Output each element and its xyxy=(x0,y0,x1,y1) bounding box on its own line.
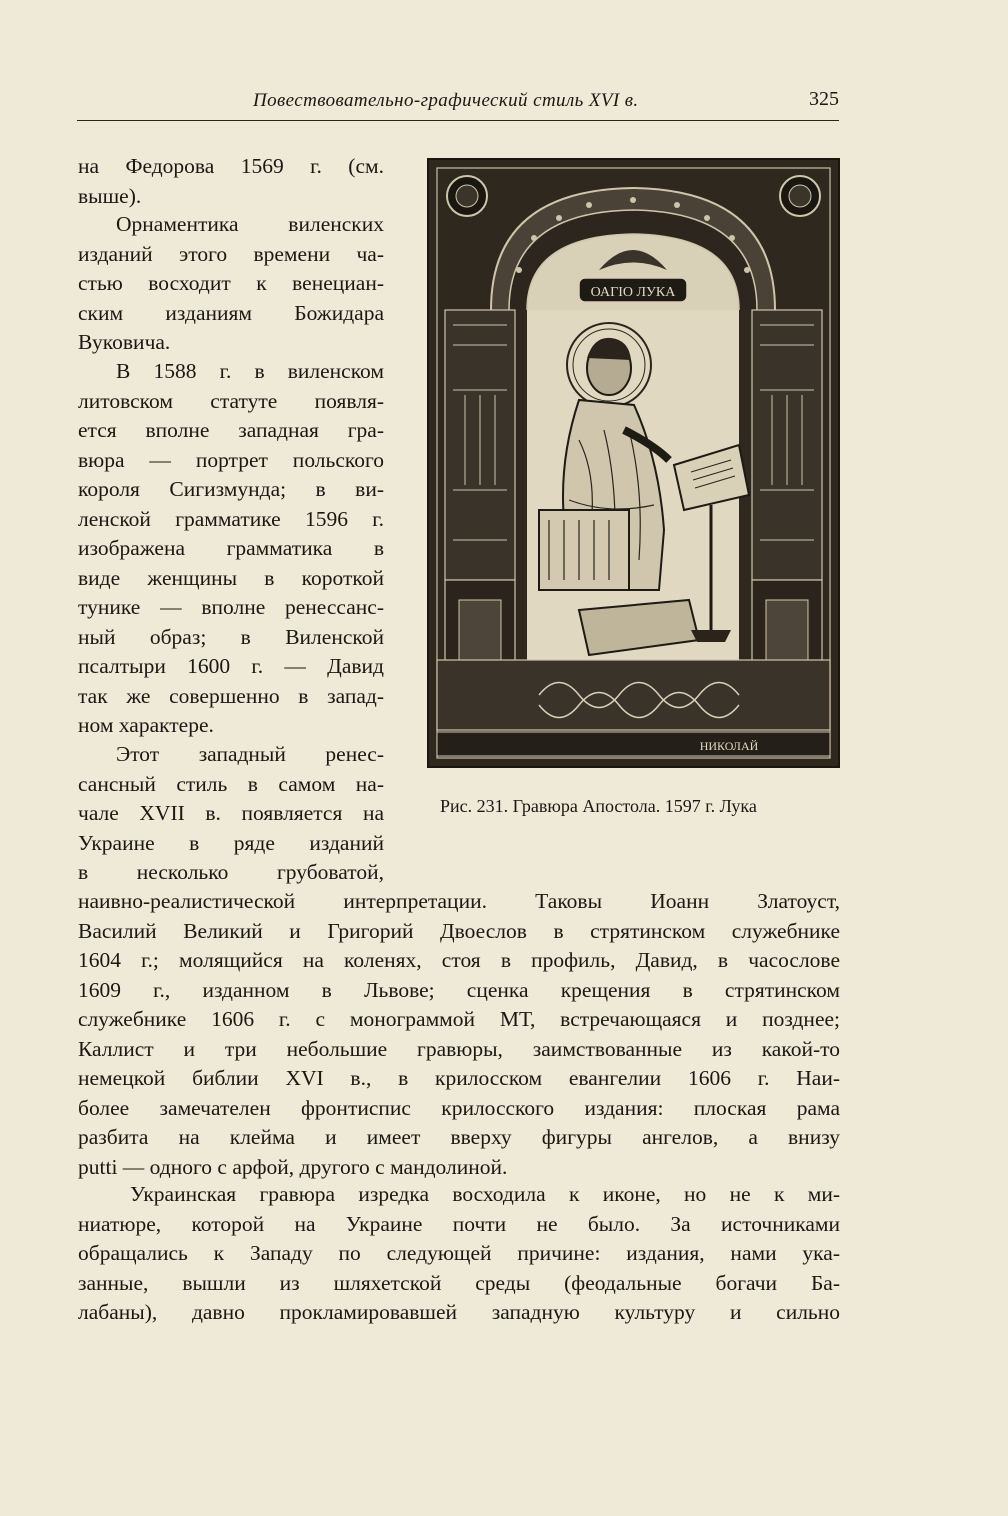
text-line: Василий Великий и Григорий Двоеслов в стрятинском служебнике xyxy=(78,918,840,943)
paragraph-1 xyxy=(78,152,384,211)
page-header xyxy=(77,86,839,121)
text-line: ленской грамматике 1596 г. xyxy=(78,506,384,531)
text-line: чале XVII в. появляется на xyxy=(78,801,384,825)
text-line: Украине в ряде изданий xyxy=(78,830,384,855)
text-line: Украинская гравюра изредка восходила к иконе, но не к ми- xyxy=(130,1182,840,1206)
text-line: выше). xyxy=(78,183,142,208)
text-line: изображена грамматика в xyxy=(78,536,384,560)
text-line: 1609 г., изданном в Львове; сценка крещения в стрятинском xyxy=(78,977,840,1002)
text-line: Вуковича. xyxy=(78,330,171,354)
text-line: служебнике 1606 г. с монограммой МТ, встречающаяся и позднее; xyxy=(78,1007,840,1031)
text-line: В 1588 г. в виленском xyxy=(116,359,384,383)
text-line: изданий этого времени ча- xyxy=(78,241,384,266)
text-line: ный образ; в Виленской xyxy=(78,624,384,649)
text-line: ниатюре, которой на Украине почти не было. За источниками xyxy=(78,1211,840,1236)
text-line: псалтыри 1600 г. — Давид xyxy=(78,654,384,678)
running-title: Повествовательно-графический стиль XVI в. xyxy=(253,90,639,111)
text-line: обращались к Западу по следующей причине: издания, нами ука- xyxy=(78,1241,840,1265)
text-line: ским изданиям Божидара xyxy=(78,300,384,325)
text-line: в несколько грубоватой, xyxy=(78,860,384,884)
text-line: короля Сигизмунда; в ви- xyxy=(78,477,384,501)
text-line: литовском статуте появля- xyxy=(78,388,384,413)
paragraph-3 xyxy=(78,357,384,741)
text-line: вюра — портрет польского xyxy=(78,447,384,472)
text-line: наивно-реалистической интерпретации. Таковы Иоанн Златоуст, xyxy=(78,889,840,913)
text-line: Этот западный ренес- xyxy=(116,742,384,766)
paragraph-5 xyxy=(78,1180,840,1328)
text-line: на Федорова 1569 г. (см. xyxy=(78,154,384,178)
page-number: 325 xyxy=(809,88,839,110)
text-line: немецкой библии XVI в., в крилосском евангелии 1606 г. Наи- xyxy=(78,1066,840,1090)
text-line: так же совершенно в запад- xyxy=(78,683,384,708)
engraving-illustration xyxy=(429,160,838,766)
paragraph-4-continued xyxy=(78,887,840,1182)
paragraph-2 xyxy=(78,210,384,358)
text-line: тунике — вполне ренессанс- xyxy=(78,595,384,619)
text-line: ном характере. xyxy=(78,713,214,737)
text-line: виде женщины в короткой xyxy=(78,565,384,590)
text-line: Каллист и три небольшие гравюры, заимствованные из какой-то xyxy=(78,1036,840,1061)
text-line: разбита на клейма и имеет вверху фигуры ангелов, а внизу xyxy=(78,1125,840,1149)
engraving-figure xyxy=(427,158,840,768)
figure-caption: Рис. 231. Гравюра Апостола. 1597 г. Лука xyxy=(440,796,757,816)
text-line: лабаны), давно прокламировавшей западную культуру и сильно xyxy=(78,1300,840,1324)
paragraph-4 xyxy=(78,740,384,888)
text-line: putti — одного с арфой, другого с мандолиной. xyxy=(78,1154,508,1179)
text-line: ется вполне западная гра- xyxy=(78,418,384,442)
text-line: сансный стиль в самом на- xyxy=(78,771,384,796)
text-line: занные, вышли из шляхетской среды (феодальные богачи Ба- xyxy=(78,1270,840,1295)
text-line: более замечателен фронтиспис крилосского издания: плоская рама xyxy=(78,1095,840,1120)
inscription-top: ОАГІО ЛУКА xyxy=(590,285,676,300)
text-line: стью восходит к венециан- xyxy=(78,271,384,295)
text-line: 1604 г.; молящийся на коленях, стоя в профиль, Давид, в часослове xyxy=(78,948,840,972)
text-line: Орнаментика виленских xyxy=(116,212,384,236)
inscription-bottom: НИКОЛАЙ xyxy=(699,739,759,753)
